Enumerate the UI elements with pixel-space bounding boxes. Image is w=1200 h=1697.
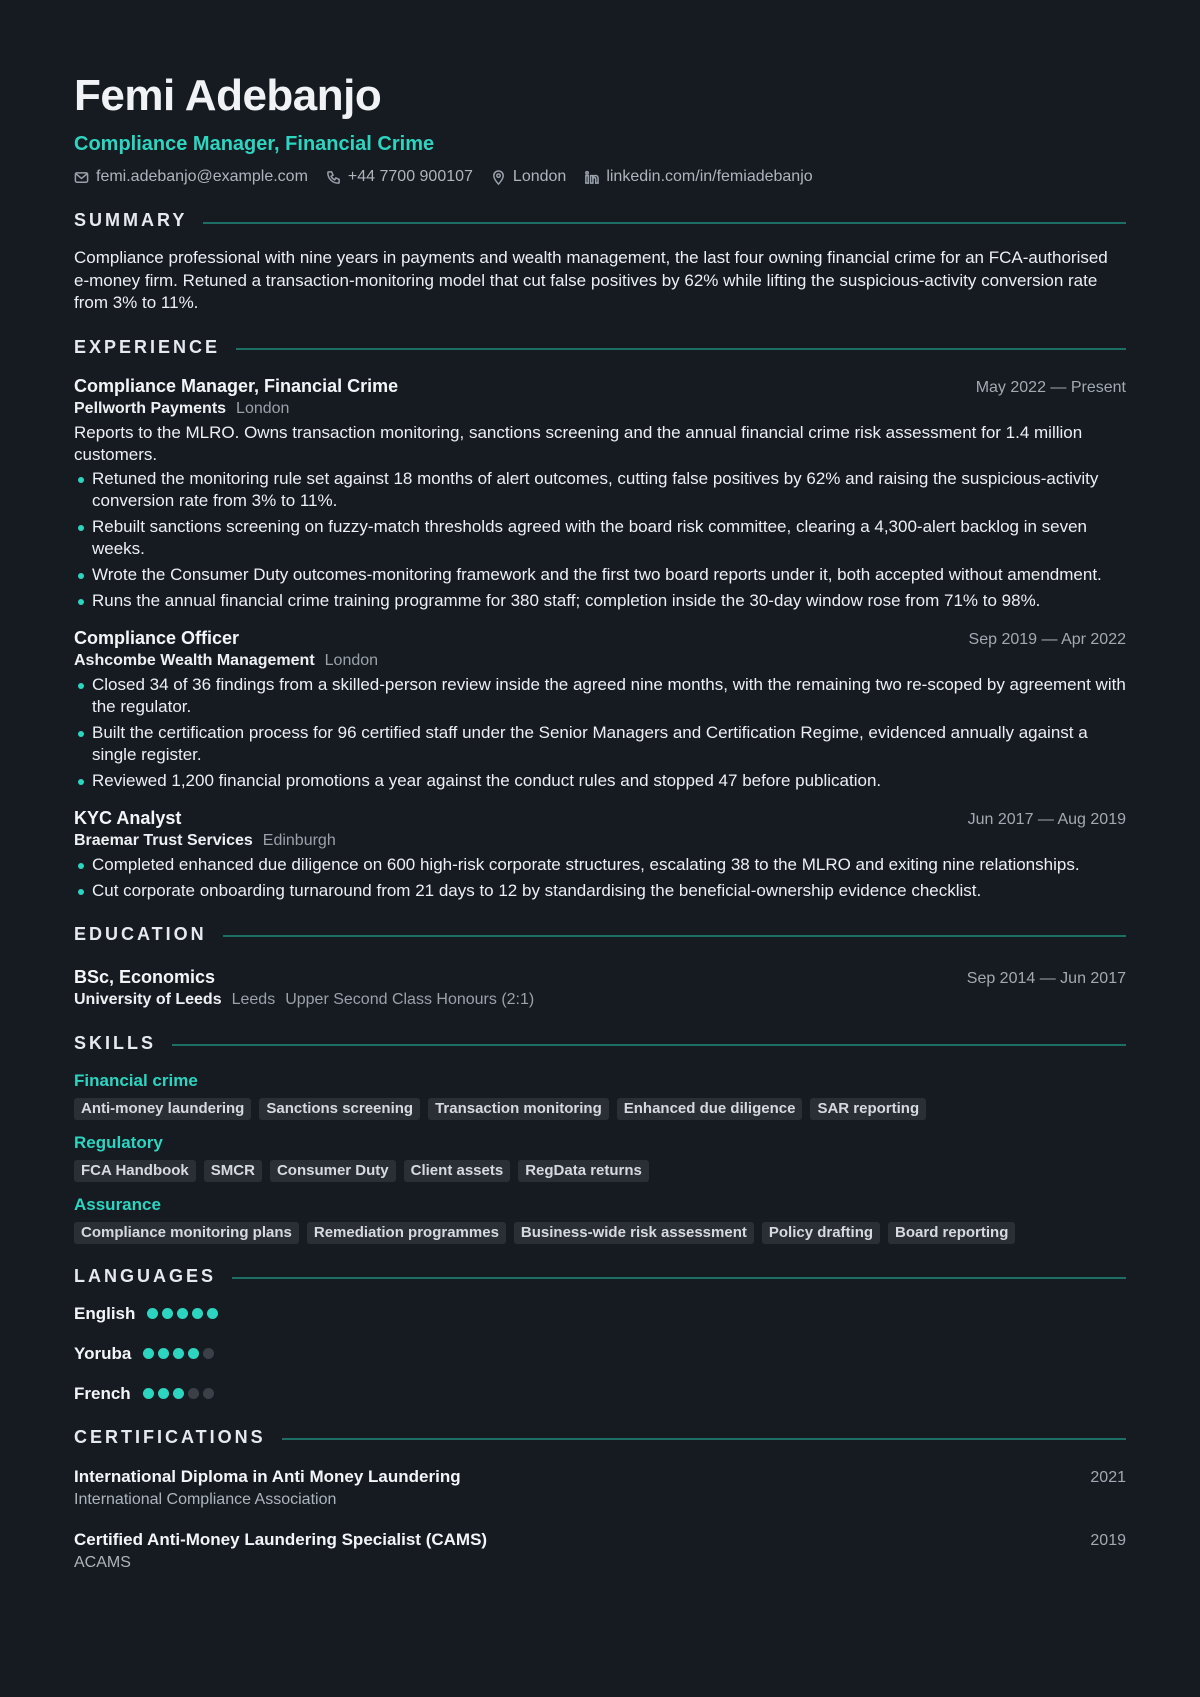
- certifications-list: [74, 1466, 1126, 1574]
- job-location: London: [324, 651, 379, 669]
- language-entry: [74, 1383, 1126, 1405]
- education-section-header: [74, 924, 1126, 945]
- skill-chip: Business-wide risk assessment: [514, 1222, 754, 1244]
- job-bullet: Completed enhanced due diligence on 600 high-risk corporate structures, escalating 38 to the MLRO and exiting nine relationships.: [74, 854, 1126, 876]
- contact-email[interactable]: [74, 166, 308, 188]
- language-name: English: [74, 1303, 136, 1323]
- location-pin-icon: [491, 170, 506, 185]
- language-name: Yoruba: [74, 1343, 132, 1363]
- job-description: Reports to the MLRO. Owns transaction monitoring, sanctions screening and the annual financial crime risk assessment for 1.4 million customers.: [74, 422, 1083, 464]
- certification-name: Certified Anti-Money Laundering Specialist (CAMS): [74, 1529, 488, 1549]
- proficiency-dot-filled: [143, 1348, 154, 1359]
- certification-name: International Diploma in Anti Money Laundering: [74, 1466, 461, 1486]
- experience-section-header: [74, 337, 1126, 358]
- job-dates: Sep 2019 — Apr 2022: [968, 630, 1126, 648]
- job-dates: Jun 2017 — Aug 2019: [967, 810, 1126, 828]
- section-title: EDUCATION: [74, 923, 207, 944]
- contact-phone[interactable]: [326, 166, 473, 188]
- job-title: Compliance Officer: [74, 627, 240, 648]
- proficiency-dot-empty: [188, 1388, 199, 1399]
- job-bullet: Rebuilt sanctions screening on fuzzy-match thresholds agreed with the board risk committee, clearing a 4,300-alert backlog in seven weeks.: [74, 516, 1126, 560]
- section-title: SUMMARY: [74, 210, 188, 230]
- skill-chip: Sanctions screening: [259, 1098, 420, 1120]
- proficiency-dot-empty: [203, 1348, 214, 1359]
- job-bullet: Built the certification process for 96 certified staff under the Senior Managers and Certification Regime, evidenced annually against a single register.: [74, 722, 1126, 766]
- section-title: CERTIFICATIONS: [74, 1426, 266, 1447]
- skills-section-header: [74, 1033, 1126, 1054]
- experience-list: [74, 374, 1126, 902]
- skill-chip: SMCR: [204, 1160, 262, 1182]
- job-bullets: [74, 674, 1126, 792]
- section-divider: [203, 222, 1126, 224]
- job-bullet: Reviewed 1,200 financial promotions a year against the conduct rules and stopped 47 before publication.: [74, 770, 1126, 792]
- language-entry: [74, 1343, 1126, 1365]
- job-bullet: Closed 34 of 36 findings from a skilled-person review inside the agreed nine months, with the remaining two re-scoped by agreement with the regulator.: [74, 674, 1126, 718]
- school-location: Leeds: [231, 990, 276, 1008]
- skill-group: [74, 1132, 1126, 1182]
- skill-chip: Board reporting: [888, 1222, 1015, 1244]
- proficiency-dot-empty: [203, 1388, 214, 1399]
- language-entry: [74, 1303, 1126, 1325]
- email-text: femi.adebanjo@example.com: [96, 168, 308, 185]
- job-bullets: [74, 468, 1126, 612]
- skill-chip: Remediation programmes: [307, 1222, 506, 1244]
- education-dates: Sep 2014 — Jun 2017: [966, 969, 1126, 987]
- job-company: Pellworth Payments: [74, 399, 227, 417]
- language-name: French: [74, 1383, 131, 1403]
- skill-chip: Anti-money laundering: [74, 1098, 251, 1120]
- proficiency-dot-filled: [173, 1348, 184, 1359]
- job-bullet: Cut corporate onboarding turnaround from 21 days to 12 by standardising the beneficial-ownership evidence checklist.: [74, 880, 1126, 902]
- contact-row: [74, 166, 1126, 188]
- skill-group-label: Assurance: [74, 1194, 161, 1214]
- proficiency-dots: [143, 1348, 214, 1359]
- proficiency-dot-filled: [143, 1388, 154, 1399]
- certification-issuer: International Compliance Association: [74, 1490, 337, 1508]
- job-company: Ashcombe Wealth Management: [74, 651, 315, 669]
- phone-text: +44 7700 900107: [347, 168, 473, 185]
- summary-section-header: [74, 210, 1126, 231]
- languages-section-header: [74, 1266, 1126, 1287]
- proficiency-dot-filled: [192, 1308, 203, 1319]
- skill-group: [74, 1194, 1126, 1244]
- proficiency-dot-filled: [177, 1308, 188, 1319]
- certification-year: 2021: [1090, 1468, 1126, 1486]
- skill-chip: Client assets: [404, 1160, 511, 1182]
- education-entry: [74, 965, 1126, 1011]
- mail-icon: [74, 170, 89, 185]
- job-bullet: Wrote the Consumer Duty outcomes-monitoring framework and the first two board reports under it, both accepted without amendment.: [74, 564, 1126, 586]
- skill-chip: SAR reporting: [810, 1098, 926, 1120]
- linkedin-text: linkedin.com/in/femiadebanjo: [606, 168, 813, 185]
- section-divider: [282, 1438, 1126, 1440]
- section-divider: [172, 1044, 1126, 1046]
- job-bullet: Runs the annual financial crime training programme for 380 staff; completion inside the 30-day window rose from 71% to 98%.: [74, 590, 1126, 612]
- skill-chip: Compliance monitoring plans: [74, 1222, 299, 1244]
- degree-title: BSc, Economics: [74, 966, 216, 987]
- job-company: Braemar Trust Services: [74, 831, 253, 849]
- school-name: University of Leeds: [74, 990, 222, 1008]
- certification-entry: [74, 1529, 1126, 1574]
- skill-group-label: Financial crime: [74, 1070, 198, 1090]
- location-text: London: [512, 168, 567, 185]
- skill-chip: RegData returns: [518, 1160, 649, 1182]
- job-location: London: [236, 399, 290, 417]
- proficiency-dot-filled: [147, 1308, 158, 1319]
- section-title: SKILLS: [74, 1032, 157, 1053]
- job-entry: [74, 626, 1126, 792]
- contact-linkedin[interactable]: [584, 166, 812, 188]
- section-divider: [232, 1277, 1126, 1279]
- proficiency-dot-filled: [158, 1388, 169, 1399]
- skill-group: [74, 1070, 1126, 1120]
- certifications-section-header: [74, 1427, 1126, 1448]
- candidate-name: Femi Adebanjo: [74, 71, 382, 120]
- skill-chip: Enhanced due diligence: [617, 1098, 803, 1120]
- job-title: KYC Analyst: [74, 807, 182, 828]
- section-title: EXPERIENCE: [74, 336, 221, 357]
- proficiency-dot-filled: [173, 1388, 184, 1399]
- job-bullet: Retuned the monitoring rule set against 18 months of alert outcomes, cutting false positives by 62% and raising the suspicious-activity conversion rate from 3% to 11%.: [74, 468, 1126, 512]
- proficiency-dot-filled: [207, 1308, 218, 1319]
- section-title: LANGUAGES: [74, 1265, 217, 1286]
- linkedin-icon: [584, 170, 599, 185]
- job-location: Edinburgh: [262, 831, 336, 849]
- skill-group-label: Regulatory: [74, 1132, 163, 1152]
- proficiency-dots: [143, 1388, 214, 1399]
- certification-issuer: ACAMS: [74, 1553, 131, 1571]
- proficiency-dot-filled: [188, 1348, 199, 1359]
- candidate-headline: Compliance Manager, Financial Crime: [74, 133, 435, 155]
- skill-chip: Consumer Duty: [270, 1160, 396, 1182]
- job-dates: May 2022 — Present: [975, 378, 1126, 396]
- job-bullets: [74, 854, 1126, 902]
- certification-entry: [74, 1466, 1126, 1511]
- proficiency-dots: [147, 1308, 218, 1319]
- section-divider: [223, 935, 1126, 937]
- skill-chip: Policy drafting: [762, 1222, 880, 1244]
- phone-icon: [326, 170, 341, 185]
- certification-year: 2019: [1090, 1531, 1126, 1549]
- languages-list: [74, 1303, 1126, 1405]
- job-entry: [74, 806, 1126, 902]
- proficiency-dot-filled: [158, 1348, 169, 1359]
- contact-location: [491, 166, 566, 188]
- skill-chip: Transaction monitoring: [428, 1098, 609, 1120]
- job-entry: [74, 374, 1126, 612]
- proficiency-dot-filled: [162, 1308, 173, 1319]
- skills-list: [74, 1070, 1126, 1244]
- summary-text: Compliance professional with nine years in payments and wealth management, the last four owning financial crime for an FCA-authorised e-money firm. Retuned a transaction-monitoring model that cut false positives by 62% while lifting the suspicious-activity conversion rate from 3% to 11%.: [74, 248, 1108, 312]
- job-title: Compliance Manager, Financial Crime: [74, 375, 399, 396]
- skill-chip: FCA Handbook: [74, 1160, 196, 1182]
- section-divider: [236, 348, 1126, 350]
- degree-honours: Upper Second Class Honours (2:1): [285, 990, 535, 1008]
